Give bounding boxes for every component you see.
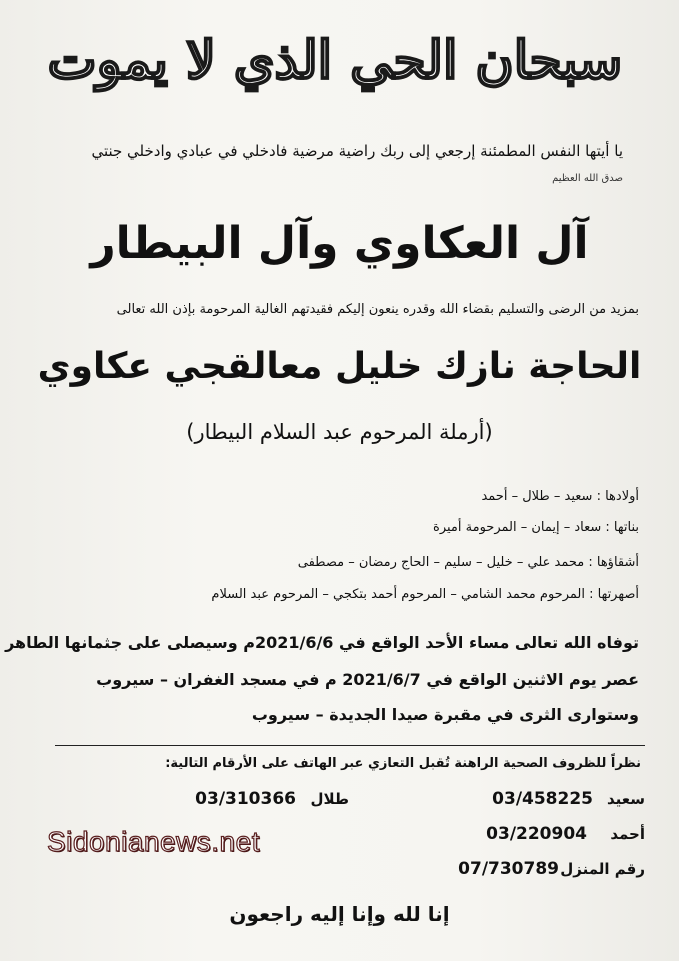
section-divider bbox=[55, 745, 645, 746]
deceased-name: الحاجة نازك خليل معالقجي عكاوي bbox=[37, 346, 642, 387]
calligraphy-art bbox=[47, 10, 623, 110]
verse-source: صدق الله العظيم bbox=[552, 173, 623, 184]
phone-number[interactable]: 03/220904 bbox=[486, 824, 587, 844]
funeral-notice-line: توفاه الله تعالى مساء الأحد الواقع في 2021/6/6م وسيصلى على جثمانها الطاهر bbox=[5, 633, 639, 652]
quran-verse: يا أيتها النفس المطمئنة إرجعي إلى ربك راضية مرضية فادخلي في عبادي وادخلي جنتي bbox=[91, 142, 623, 160]
phone-label: أحمد bbox=[610, 825, 645, 843]
phone-label: رقم المنزل bbox=[560, 860, 645, 878]
relatives-sons: أولادها : سعيد – طلال – أحمد bbox=[481, 489, 639, 504]
funeral-notice-line: وستوارى الثرى في مقبرة صيدا الجديدة – سيروب bbox=[251, 705, 639, 724]
family-title: آل العكاوي وآل البيطار bbox=[90, 218, 589, 269]
condolence-phones-heading: نظراً للظروف الصحية الراهنة تُقبل التعازي عبر الهاتف على الأرقام التالية: bbox=[165, 756, 641, 771]
widow-of-note: (أرملة المرحوم عبد السلام البيطار) bbox=[186, 420, 493, 444]
calligraphy-header bbox=[47, 10, 623, 110]
relatives-siblings: أشقاؤها : محمد علي – خليل – سليم – الحاج رمضان – مصطفى bbox=[297, 555, 639, 570]
site-watermark: Sidonianews.net bbox=[47, 826, 260, 857]
calligraphy-text: سبحان الحي الذي لا يموت bbox=[47, 30, 623, 91]
phone-number[interactable]: 03/310366 bbox=[195, 789, 296, 809]
closing-phrase: إنا لله وإنا إليه راجعون bbox=[229, 902, 450, 926]
announcement-intro: بمزيد من الرضى والتسليم بقضاء الله وقدره ينعون إليكم فقيدتهم الغالية المرحومة بإذن الله تعالى bbox=[116, 302, 639, 317]
phone-number[interactable]: 03/458225 bbox=[492, 789, 593, 809]
phone-number[interactable]: 07/730789 bbox=[458, 859, 559, 879]
phone-label: سعيد bbox=[606, 790, 645, 808]
relatives-in-laws: أصهرتها : المرحوم محمد الشامي – المرحوم أحمد بتكجي – المرحوم عبد السلام bbox=[211, 587, 639, 602]
phone-label: طلال bbox=[310, 790, 349, 808]
funeral-notice-line: عصر يوم الاثنين الواقع في 2021/6/7 م في مسجد الغفران – سيروب bbox=[96, 670, 639, 689]
relatives-daughters: بناتها : سعاد – إيمان – المرحومة أميرة bbox=[433, 520, 639, 535]
